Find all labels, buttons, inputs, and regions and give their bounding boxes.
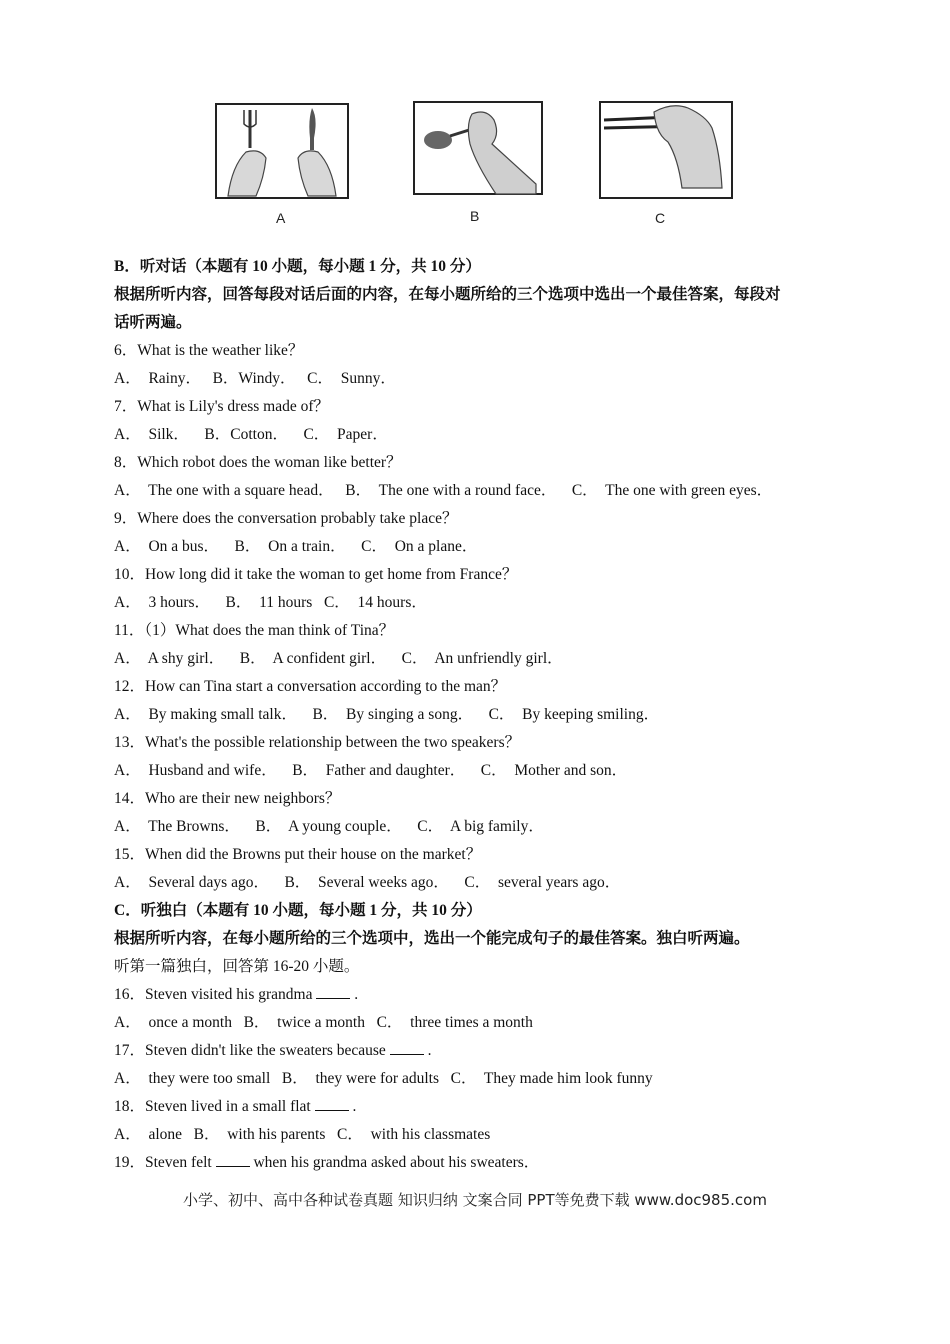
question-12: 12．How can Tina start a conversation according to the man？ [114,678,507,695]
options-10: A． 3 hours． B． 11 hours C． 14 hours． [114,594,427,611]
section-c-subheading: 听第一篇独白，回答第 16-20 小题。 [114,958,360,975]
options-11: A． A shy girl． B． A confident girl． C． An unfriendly girl． [114,650,563,667]
question-16-end: . [350,986,359,1003]
options-17: A． they were too small B． they were for adults C． They made him look funny [114,1070,653,1087]
options-14: A． The Browns． B． A young couple． C． A big family． [114,818,544,835]
figure-a [214,98,352,200]
question-11: 11．（1）What does the man think of Tina？ [114,622,395,639]
figure-row [214,98,740,233]
options-18: A． alone B． with his parents C． with his classmates [114,1126,491,1143]
question-17-text: 17．Steven didn't like the sweaters because [114,1042,390,1059]
question-7: 7．What is Lily's dress made of？ [114,398,330,415]
answer-blank [390,1040,424,1055]
options-9: A． On a bus． B． On a train． C． On a plane． [114,538,478,555]
spoon-icon [412,98,546,196]
question-17 [114,1037,854,1065]
figure-label-b: B [470,208,480,224]
figure-c [598,98,736,202]
options-12: A． By making small talk． B． By singing a song． C． By keeping smiling． [114,706,660,723]
question-14: 14．Who are their new neighbors？ [114,790,341,807]
question-18-text: 18．Steven lived in a small flat [114,1098,315,1115]
question-18 [114,1093,854,1121]
question-18-end: . [348,1098,357,1115]
question-10: 10．How long did it take the woman to get home from France？ [114,566,518,583]
question-8: 8．Which robot does the woman like better？ [114,454,402,471]
answer-blank [316,984,350,999]
section-b-title: B．听对话（本题有 10 小题，每小题 1 分，共 10 分） [114,258,481,275]
question-9: 9．Where does the conversation probably take place？ [114,510,458,527]
question-6: 6．What is the weather like？ [114,342,304,359]
chopsticks-icon [598,98,736,202]
figure-b [412,98,546,196]
options-15: A． Several days ago． B． Several weeks ago． C． several years ago． [114,874,621,891]
question-16 [114,981,854,1009]
question-19-text: 19．Steven felt [114,1154,216,1171]
options-16: A． once a month B． twice a month C． three times a month [114,1014,533,1031]
figure-label-c: C [655,210,666,226]
answer-blank [315,1096,349,1111]
options-7: A． Silk． B．Cotton． C． Paper． [114,426,388,443]
question-19 [114,1149,854,1177]
fork-knife-icon [214,98,352,200]
question-16-text: 16．Steven visited his grandma [114,986,317,1003]
section-b-instruction-2: 话听两遍。 [114,314,192,331]
answer-blank [216,1152,250,1167]
section-c-title: C．听独白（本题有 10 小题，每小题 1 分，共 10 分） [114,902,482,919]
question-19-end: when his grandma asked about his sweaters． [249,1154,540,1171]
options-13: A． Husband and wife． B． Father and daughter． C． Mother and son． [114,762,628,779]
question-15: 15．When did the Browns put their house on the market？ [114,846,482,863]
question-17-end: . [423,1042,432,1059]
question-13: 13．What's the possible relationship between the two speakers？ [114,734,521,751]
footer-text: 小学、初中、高中各种试卷真题 知识归纳 文案合同 PPT等免费下载 www.doc985.com [183,1191,767,1209]
section-b-instruction-1: 根据所听内容，回答每段对话后面的内容，在每小题所给的三个选项中选出一个最佳答案，每段对 [114,286,781,303]
options-8: A． The one with a square head． B． The one with a round face． C． The one with green eyes． [114,482,773,499]
options-6: A． Rainy． B．Windy． C． Sunny． [114,370,396,387]
question-body [114,253,854,1177]
section-c-instruction: 根据所听内容，在每小题所给的三个选项中，选出一个能完成句子的最佳答案。独白听两遍。 [114,930,750,947]
figure-label-a: A [276,210,286,226]
